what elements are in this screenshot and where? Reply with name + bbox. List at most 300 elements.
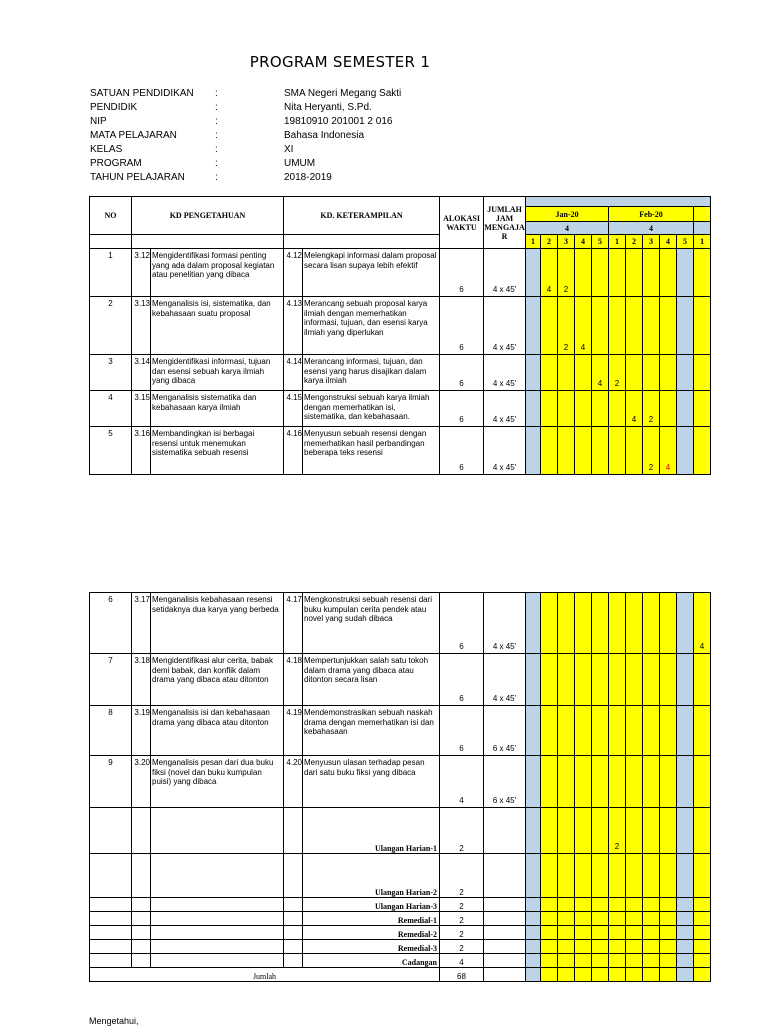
- row-number: 2: [90, 297, 132, 355]
- week-cell: [626, 854, 643, 898]
- kd-pengetahuan-text: Mengidentifikasi alur cerita, babak demi babak, dan konflik dalam drama yang dibaca atau ditonton: [151, 654, 284, 706]
- empty-cell: [90, 926, 132, 940]
- info-colon: :: [215, 88, 218, 99]
- week-cell: [541, 355, 558, 391]
- alokasi-waktu: 6: [440, 654, 484, 706]
- kd-pengetahuan-text: Menganalisis sistematika dan kebahasaan karya ilmiah: [151, 391, 284, 427]
- info-value: Nita Heryanti, S.Pd.: [284, 102, 372, 113]
- week-cell: [694, 654, 711, 706]
- empty-cell: [284, 854, 303, 898]
- week-cell: [660, 355, 677, 391]
- info-value: XI: [284, 144, 294, 155]
- week-number: 1: [694, 235, 711, 249]
- week-cell: [677, 355, 694, 391]
- info-value: UMUM: [284, 158, 316, 169]
- empty-cell: [151, 808, 284, 854]
- week-cell: [541, 808, 558, 854]
- schedule-table-2: [89, 592, 711, 982]
- week-cell: [694, 249, 711, 297]
- header-kd-pengetahuan: KD PENGETAHUAN: [132, 197, 284, 235]
- row-number: 6: [90, 593, 132, 654]
- week-cell: [609, 968, 626, 982]
- kd-keterampilan-text: Menyusun ulasan terhadap pesan dari satu buku fiksi yang dibaca: [303, 756, 440, 808]
- week-cell: [609, 854, 626, 898]
- header-no: NO: [90, 197, 132, 235]
- week-cell: [558, 912, 575, 926]
- summary-row: [90, 912, 711, 926]
- week-cell: [626, 706, 643, 756]
- kd-keterampilan-number: 4.20: [284, 756, 303, 808]
- week-cell: [558, 427, 575, 475]
- kd-keterampilan-text: Melengkapi informasi dalam proposal secara lisan supaya lebih efektif: [303, 249, 440, 297]
- summary-label: Cadangan: [303, 954, 440, 968]
- week-cell: [592, 593, 609, 654]
- week-cell: [609, 297, 626, 355]
- empty-cell: [132, 954, 151, 968]
- week-cell: [575, 968, 592, 982]
- week-cell: [677, 706, 694, 756]
- info-value: SMA Negeri Megang Sakti: [284, 88, 402, 99]
- week-cell: [575, 593, 592, 654]
- week-cell: [558, 355, 575, 391]
- week-cell: [558, 954, 575, 968]
- kd-keterampilan-number: 4.19: [284, 706, 303, 756]
- week-cell: [575, 854, 592, 898]
- week-cell: [677, 249, 694, 297]
- week-cell: [526, 391, 541, 427]
- week-cell: [643, 593, 660, 654]
- week-cell: [558, 898, 575, 912]
- week-cell: [609, 954, 626, 968]
- summary-row: [90, 898, 711, 912]
- table-row: [90, 756, 711, 808]
- jumlah-jam: 6 x 45': [484, 706, 526, 756]
- summary-alokasi: 2: [440, 926, 484, 940]
- week-number: 3: [643, 235, 660, 249]
- week-cell: [526, 427, 541, 475]
- week-cell: [660, 706, 677, 756]
- week-cell: 4: [660, 427, 677, 475]
- week-cell: [609, 391, 626, 427]
- week-number: 2: [626, 235, 643, 249]
- week-cell: [660, 854, 677, 898]
- week-cell: [643, 940, 660, 954]
- empty-cell: [284, 940, 303, 954]
- week-cell: [626, 968, 643, 982]
- info-label: NIP: [90, 116, 107, 127]
- week-cell: [643, 297, 660, 355]
- jumlah-jam: 4 x 45': [484, 654, 526, 706]
- week-cell: [609, 249, 626, 297]
- week-cell: [592, 391, 609, 427]
- week-cell: 2: [609, 808, 626, 854]
- week-cell: 4: [541, 249, 558, 297]
- week-cell: [541, 706, 558, 756]
- info-value: 2018-2019: [284, 172, 332, 183]
- summary-alokasi: 4: [440, 954, 484, 968]
- header-jumlah: JUMLAH JAM MENGAJA R: [484, 197, 526, 249]
- week-cell: [541, 756, 558, 808]
- table-row: [90, 249, 711, 297]
- week-cell: [643, 654, 660, 706]
- kd-keterampilan-text: Mengonstruksi sebuah karya ilmiah dengan memerhatikan isi, sistematika, dan kebahasaan.: [303, 391, 440, 427]
- week-cell: 4: [626, 391, 643, 427]
- week-cell: [677, 593, 694, 654]
- alokasi-waktu: 6: [440, 249, 484, 297]
- header-month-jan: Jan-20: [526, 207, 609, 222]
- header-month-next: [694, 207, 711, 222]
- empty-cell: [484, 968, 526, 982]
- empty-cell: [132, 898, 151, 912]
- week-cell: [677, 898, 694, 912]
- week-cell: [575, 926, 592, 940]
- week-cell: 4: [694, 593, 711, 654]
- info-value: 19810910 201001 2 016: [284, 116, 393, 127]
- row-number: 3: [90, 355, 132, 391]
- info-label: MATA PELAJARAN: [90, 130, 177, 141]
- kd-pengetahuan-number: 3.15: [132, 391, 151, 427]
- week-cell: [677, 391, 694, 427]
- week-cell: [541, 940, 558, 954]
- summary-alokasi: 2: [440, 808, 484, 854]
- week-cell: [575, 898, 592, 912]
- kd-keterampilan-number: 4.12: [284, 249, 303, 297]
- week-cell: [643, 926, 660, 940]
- week-cell: [541, 654, 558, 706]
- table-row: [90, 593, 711, 654]
- kd-keterampilan-number: 4.14: [284, 355, 303, 391]
- week-cell: [592, 427, 609, 475]
- week-cell: [660, 968, 677, 982]
- kd-keterampilan-number: 4.18: [284, 654, 303, 706]
- week-cell: [626, 926, 643, 940]
- empty-cell: [284, 954, 303, 968]
- week-cell: [626, 355, 643, 391]
- kd-pengetahuan-text: Mengidentifikasi informasi, tujuan dan esensi sebuah karya ilmiah yang dibaca: [151, 355, 284, 391]
- total-value: 68: [440, 968, 484, 982]
- empty-cell: [151, 898, 284, 912]
- summary-alokasi: 2: [440, 898, 484, 912]
- week-cell: [660, 249, 677, 297]
- week-cell: [526, 593, 541, 654]
- kd-pengetahuan-number: 3.13: [132, 297, 151, 355]
- empty-cell: [484, 898, 526, 912]
- week-cell: [609, 912, 626, 926]
- info-value: Bahasa Indonesia: [284, 130, 365, 141]
- summary-label: Remedial-2: [303, 926, 440, 940]
- week-cell: [526, 968, 541, 982]
- week-cell: [626, 898, 643, 912]
- week-cell: [677, 912, 694, 926]
- header-month-feb: Feb-20: [609, 207, 694, 222]
- week-cell: [575, 940, 592, 954]
- empty-cell: [132, 808, 151, 854]
- week-cell: [592, 249, 609, 297]
- empty-cell: [484, 854, 526, 898]
- page-title: PROGRAM SEMESTER 1: [249, 53, 431, 71]
- empty-cell: [132, 926, 151, 940]
- info-colon: :: [215, 102, 218, 113]
- week-cell: [660, 808, 677, 854]
- week-cell: [558, 654, 575, 706]
- row-number: 1: [90, 249, 132, 297]
- week-cell: [575, 756, 592, 808]
- week-cell: [626, 297, 643, 355]
- kd-pengetahuan-number: 3.16: [132, 427, 151, 475]
- week-cell: [626, 808, 643, 854]
- week-cell: [609, 706, 626, 756]
- week-cell: [694, 898, 711, 912]
- week-cell: [526, 808, 541, 854]
- table-row: [90, 355, 711, 391]
- week-cell: [541, 297, 558, 355]
- week-cell: 4: [575, 297, 592, 355]
- week-cell: [592, 756, 609, 808]
- jumlah-jam: 4 x 45': [484, 593, 526, 654]
- empty-cell: [132, 854, 151, 898]
- week-number: 5: [592, 235, 609, 249]
- alokasi-waktu: 6: [440, 391, 484, 427]
- week-cell: 2: [558, 297, 575, 355]
- week-cell: [677, 756, 694, 808]
- week-cell: 2: [609, 355, 626, 391]
- week-cell: [575, 249, 592, 297]
- week-cell: [541, 968, 558, 982]
- info-colon: :: [215, 172, 218, 183]
- row-number: 9: [90, 756, 132, 808]
- table-row: [90, 654, 711, 706]
- summary-label: Remedial-1: [303, 912, 440, 926]
- week-number: 4: [575, 235, 592, 249]
- week-cell: [660, 756, 677, 808]
- week-cell: [626, 593, 643, 654]
- alokasi-waktu: 6: [440, 427, 484, 475]
- summary-alokasi: 2: [440, 940, 484, 954]
- week-number: 5: [677, 235, 694, 249]
- week-cell: [558, 854, 575, 898]
- week-cell: [609, 898, 626, 912]
- week-cell: [526, 940, 541, 954]
- summary-label: Ulangan Harian-1: [303, 808, 440, 854]
- summary-alokasi: 2: [440, 854, 484, 898]
- week-cell: [660, 593, 677, 654]
- week-cell: [575, 654, 592, 706]
- summary-row: [90, 854, 711, 898]
- week-cell: [643, 954, 660, 968]
- week-cell: [609, 756, 626, 808]
- empty-cell: [484, 808, 526, 854]
- empty-cell: [284, 912, 303, 926]
- alokasi-waktu: 6: [440, 355, 484, 391]
- info-colon: :: [215, 116, 218, 127]
- week-cell: [626, 940, 643, 954]
- kd-pengetahuan-number: 3.17: [132, 593, 151, 654]
- week-cell: [575, 912, 592, 926]
- week-cell: 2: [643, 427, 660, 475]
- week-cell: [677, 427, 694, 475]
- header-weeks-feb: 4: [609, 222, 694, 235]
- info-label: PENDIDIK: [90, 102, 138, 113]
- week-cell: [660, 297, 677, 355]
- kd-keterampilan-number: 4.16: [284, 427, 303, 475]
- week-cell: [694, 926, 711, 940]
- week-cell: [541, 391, 558, 427]
- empty-cell: [484, 954, 526, 968]
- week-cell: [694, 912, 711, 926]
- jumlah-jam: 4 x 45': [484, 297, 526, 355]
- empty-cell: [90, 854, 132, 898]
- week-cell: [592, 912, 609, 926]
- week-cell: [677, 968, 694, 982]
- total-row: [90, 968, 711, 982]
- header-weeks-jan: 4: [526, 222, 609, 235]
- kd-keterampilan-number: 4.15: [284, 391, 303, 427]
- kd-pengetahuan-number: 3.20: [132, 756, 151, 808]
- week-cell: [541, 427, 558, 475]
- total-label: Jumlah: [90, 968, 440, 982]
- week-number: 1: [526, 235, 541, 249]
- week-cell: 2: [643, 391, 660, 427]
- table-row: [90, 297, 711, 355]
- week-cell: [677, 940, 694, 954]
- jumlah-jam: 4 x 45': [484, 249, 526, 297]
- empty-cell: [151, 940, 284, 954]
- week-cell: [592, 926, 609, 940]
- week-cell: [592, 854, 609, 898]
- info-label: SATUAN PENDIDIKAN: [90, 88, 194, 99]
- week-number: 1: [609, 235, 626, 249]
- empty-cell: [90, 940, 132, 954]
- week-cell: [694, 854, 711, 898]
- table-row: [90, 427, 711, 475]
- info-colon: :: [215, 158, 218, 169]
- week-cell: [541, 898, 558, 912]
- week-cell: [626, 654, 643, 706]
- week-cell: [694, 355, 711, 391]
- week-cell: [626, 912, 643, 926]
- week-cell: [626, 249, 643, 297]
- kd-keterampilan-text: Mendemonstrasikan sebuah naskah drama dengan memerhatikan isi dan kebahasaan: [303, 706, 440, 756]
- week-cell: [526, 756, 541, 808]
- kd-pengetahuan-text: Menganalisis pesan dari dua buku fiksi (novel dan buku kumpulan puisi) yang dibaca: [151, 756, 284, 808]
- summary-label: Remedial-3: [303, 940, 440, 954]
- info-label: TAHUN PELAJARAN: [90, 172, 185, 183]
- week-cell: [558, 756, 575, 808]
- header-top-band: [526, 197, 711, 207]
- week-cell: [643, 808, 660, 854]
- info-label: KELAS: [90, 144, 123, 155]
- week-cell: [643, 756, 660, 808]
- week-cell: [541, 926, 558, 940]
- jumlah-jam: 4 x 45': [484, 391, 526, 427]
- row-number: 4: [90, 391, 132, 427]
- week-cell: [575, 954, 592, 968]
- week-cell: [558, 706, 575, 756]
- week-cell: [526, 926, 541, 940]
- week-cell: [694, 968, 711, 982]
- alokasi-waktu: 6: [440, 706, 484, 756]
- week-cell: [660, 654, 677, 706]
- week-cell: [526, 912, 541, 926]
- week-cell: [526, 954, 541, 968]
- jumlah-jam: 4 x 45': [484, 427, 526, 475]
- week-cell: [558, 808, 575, 854]
- summary-row: [90, 940, 711, 954]
- week-cell: [558, 391, 575, 427]
- row-number: 7: [90, 654, 132, 706]
- week-cell: [592, 968, 609, 982]
- week-cell: [677, 954, 694, 968]
- week-cell: [575, 808, 592, 854]
- week-number: 4: [660, 235, 677, 249]
- week-cell: [526, 249, 541, 297]
- alokasi-waktu: 4: [440, 756, 484, 808]
- empty-cell: [151, 954, 284, 968]
- week-cell: [575, 391, 592, 427]
- kd-keterampilan-text: Mengkonstruksi sebuah resensi dari buku kumpulan cerita pendek atau novel yang sudah dibaca: [303, 593, 440, 654]
- week-cell: [558, 593, 575, 654]
- empty-cell: [284, 808, 303, 854]
- week-cell: [526, 706, 541, 756]
- summary-row: [90, 808, 711, 854]
- row-number: 5: [90, 427, 132, 475]
- empty-cell: [90, 808, 132, 854]
- week-cell: [541, 593, 558, 654]
- week-cell: [626, 427, 643, 475]
- week-cell: [592, 706, 609, 756]
- week-cell: [575, 706, 592, 756]
- week-cell: [526, 355, 541, 391]
- empty-cell: [151, 854, 284, 898]
- week-cell: [575, 355, 592, 391]
- header-weeks-next: [694, 222, 711, 235]
- empty-cell: [90, 898, 132, 912]
- week-cell: [643, 968, 660, 982]
- summary-label: Ulangan Harian-3: [303, 898, 440, 912]
- empty-cell: [151, 926, 284, 940]
- week-cell: [643, 912, 660, 926]
- jumlah-jam: 6 x 45': [484, 756, 526, 808]
- week-cell: [526, 854, 541, 898]
- week-cell: [592, 297, 609, 355]
- week-cell: [541, 912, 558, 926]
- footer-text: Mengetahui,: [89, 1016, 139, 1026]
- week-cell: [643, 355, 660, 391]
- row-number: 8: [90, 706, 132, 756]
- week-cell: [526, 654, 541, 706]
- week-cell: [558, 926, 575, 940]
- week-cell: [677, 854, 694, 898]
- week-cell: [677, 654, 694, 706]
- header-kd-keterampilan: KD. KETERAMPILAN: [284, 197, 440, 235]
- kd-pengetahuan-text: Mengidentifikasi formasi penting yang ada dalam proposal kegiatan atau penelitian yang dibaca: [151, 249, 284, 297]
- kd-keterampilan-number: 4.17: [284, 593, 303, 654]
- kd-pengetahuan-text: Menganalisis isi dan kebahasaan drama yang dibaca atau ditonton: [151, 706, 284, 756]
- empty-cell: [151, 912, 284, 926]
- empty-cell: [132, 912, 151, 926]
- week-cell: [660, 391, 677, 427]
- week-cell: [592, 940, 609, 954]
- empty-cell: [484, 912, 526, 926]
- week-cell: [694, 808, 711, 854]
- kd-pengetahuan-number: 3.18: [132, 654, 151, 706]
- summary-row: [90, 954, 711, 968]
- jumlah-jam: 4 x 45': [484, 355, 526, 391]
- week-cell: [592, 654, 609, 706]
- week-cell: [592, 898, 609, 912]
- alokasi-waktu: 6: [440, 297, 484, 355]
- week-cell: [626, 954, 643, 968]
